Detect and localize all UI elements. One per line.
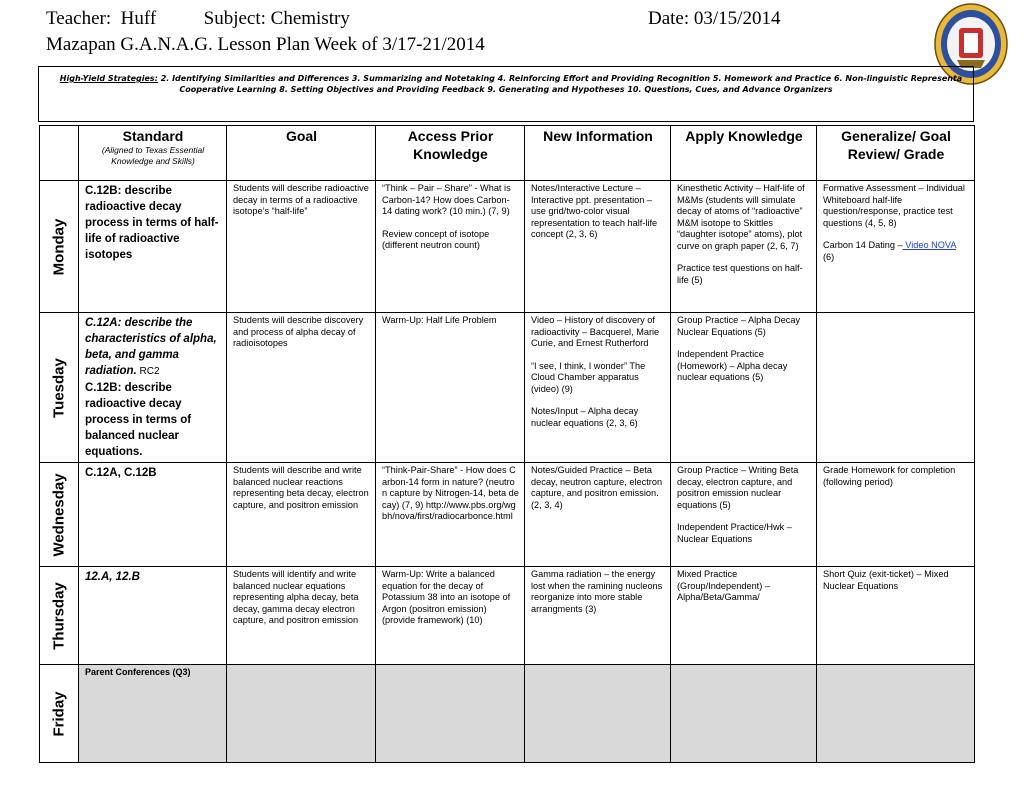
header-apply-knowledge: Apply Knowledge [671, 126, 817, 181]
monday-new-info: Notes/Interactive Lecture – Interactive ppt. presentation – use grid/two-color visual representation to teach half-life concept (2, 3, 6) [525, 181, 671, 313]
tuesday-new-info: Video – History of discovery of radioactivity – Bacquerel, Marie Curie, and Ernest Rutherford “I see, I think, I wonder” The Cloud Chamber apparatus (video) (9) Notes/Input – Alpha decay nuclear equations (2, 3, 6) [525, 313, 671, 463]
monday-standard: C.12B: describe radioactive decay process in terms of half-life of radioactive isotopes [79, 181, 227, 313]
tuesday-row [40, 313, 975, 463]
monday-row [40, 181, 975, 313]
friday-new-info [525, 665, 671, 763]
strategies-line-1: 2. Identifying Similarities and Differences 3. Summarizing and Notetaking 4. Reinforcing Effort and Providing Recognition 5. Homework and Practice 6. Non-linguistic Representa [160, 74, 963, 83]
monday-goal: Students will describe radioactive decay in terms of a radioactive isotope’s “half-life” [227, 181, 376, 313]
tuesday-goal: Students will describe discovery and process of alpha decay of radioisotopes [227, 313, 376, 463]
corner-cell [40, 126, 79, 181]
monday-apply: Kinesthetic Activity – Half-life of M&Ms (students will simulate decay of atoms of “radioactive” M&M isotope to Skittles “daughter isotope” atoms), plot curve on graph paper (2, 6, 7) Practice test questions on half-life (5) [671, 181, 817, 313]
tuesday-generalize [817, 313, 975, 463]
lesson-plan-table [39, 125, 975, 763]
wednesday-goal: Students will describe and write balanced nuclear reactions representing beta decay, electron capture, and positron emission [227, 463, 376, 567]
day-label-friday: Friday [40, 665, 79, 763]
wednesday-new-info: Notes/Guided Practice – Beta decay, neutron capture, electron capture, and positron emission. (2, 3, 4) [525, 463, 671, 567]
thursday-new-info: Gamma radiation – the energy lost when the ramining nucleons reorganize into more stable arrangments (3) [525, 567, 671, 665]
friday-access [376, 665, 525, 763]
friday-goal [227, 665, 376, 763]
wednesday-access: “Think-Pair-Share” - How does Carbon-14 form in nature? (neutron capture by Nitrogen-14, beta decay) (7, 9) http://www.pbs.org/wgbh/nova/first/radiocarbonce.html [376, 463, 525, 567]
wednesday-apply: Group Practice – Writing Beta decay, electron capture, and positron emission nuclear equations (5) Independent Practice/Hwk – Nuclear Equations [671, 463, 817, 567]
day-label-wednesday: Wednesday [40, 463, 79, 567]
tuesday-apply: Group Practice – Alpha Decay Nuclear Equations (5) Independent Practice (Homework) – Alpha decay nuclear equations (5) [671, 313, 817, 463]
header-generalize: Generalize/ Goal Review/ Grade [817, 126, 975, 181]
monday-generalize: Formative Assessment – Individual Whiteboard half-life question/response, practice test questions (4, 5, 8) Carbon 14 Dating – Video NOVA (6) [817, 181, 975, 313]
header-standard: Standard (Aligned to Texas Essential Knowledge and Skills) [79, 126, 227, 181]
tuesday-access: Warm-Up: Half Life Problem [376, 313, 525, 463]
day-label-thursday: Thursday [40, 567, 79, 665]
column-header-row [40, 126, 975, 181]
header-standard-sub: (Aligned to Texas Essential Knowledge and Skills) [101, 145, 205, 166]
wednesday-standard: C.12A, C.12B [79, 463, 227, 567]
friday-generalize [817, 665, 975, 763]
header-access-prior-knowledge: Access Prior Knowledge [376, 126, 525, 181]
tuesday-standard: C.12A: describe the characteristics of alpha, beta, and gamma radiation. RC2 C.12B: describe radioactive decay process in terms of balanced nuclear equations. [79, 313, 227, 463]
day-label-monday: Monday [40, 181, 79, 313]
strategies-label: High-Yield Strategies: [59, 74, 158, 83]
friday-row [40, 665, 975, 763]
thursday-apply: Mixed Practice (Group/Independent) – Alpha/Beta/Gamma/ [671, 567, 817, 665]
header-teacher-subject: Teacher: Huff Subject: Chemistry [46, 8, 350, 29]
header-new-information: New Information [525, 126, 671, 181]
thursday-generalize: Short Quiz (exit-ticket) – Mixed Nuclear Equations [817, 567, 975, 665]
thursday-access: Warm-Up: Write a balanced equation for the decay of Potassium 38 into an isotope of Argon (positron emission) (provide framework) (10) [376, 567, 525, 665]
high-yield-strategies-box [38, 66, 974, 122]
thursday-row [40, 567, 975, 665]
wednesday-row [40, 463, 975, 567]
friday-standard: Parent Conferences (Q3) [79, 665, 227, 763]
header-lesson-plan-title: Mazapan G.A.N.A.G. Lesson Plan Week of 3/17-21/2014 [46, 34, 485, 55]
header-date: Date: 03/15/2014 [648, 8, 781, 29]
day-label-tuesday: Tuesday [40, 313, 79, 463]
video-nova-link[interactable]: Video NOVA [902, 240, 956, 250]
monday-access: “Think – Pair – Share” - What is Carbon-14? How does Carbon-14 dating work? (10 min.) (7, 9) Review concept of isotope (different neutron count) [376, 181, 525, 313]
thursday-standard: 12.A, 12.B [79, 567, 227, 665]
header-goal: Goal [227, 126, 376, 181]
wednesday-generalize: Grade Homework for completion (following period) [817, 463, 975, 567]
strategies-line-2: Cooperative Learning 8. Setting Objectives and Providing Feedback 9. Generating and Hypotheses 10. Questions, Cues, and Advance Organizers [179, 85, 833, 94]
thursday-goal: Students will identify and write balanced nuclear equations representing alpha decay, beta decay, gamma decay electron capture, and positron emission [227, 567, 376, 665]
friday-apply [671, 665, 817, 763]
